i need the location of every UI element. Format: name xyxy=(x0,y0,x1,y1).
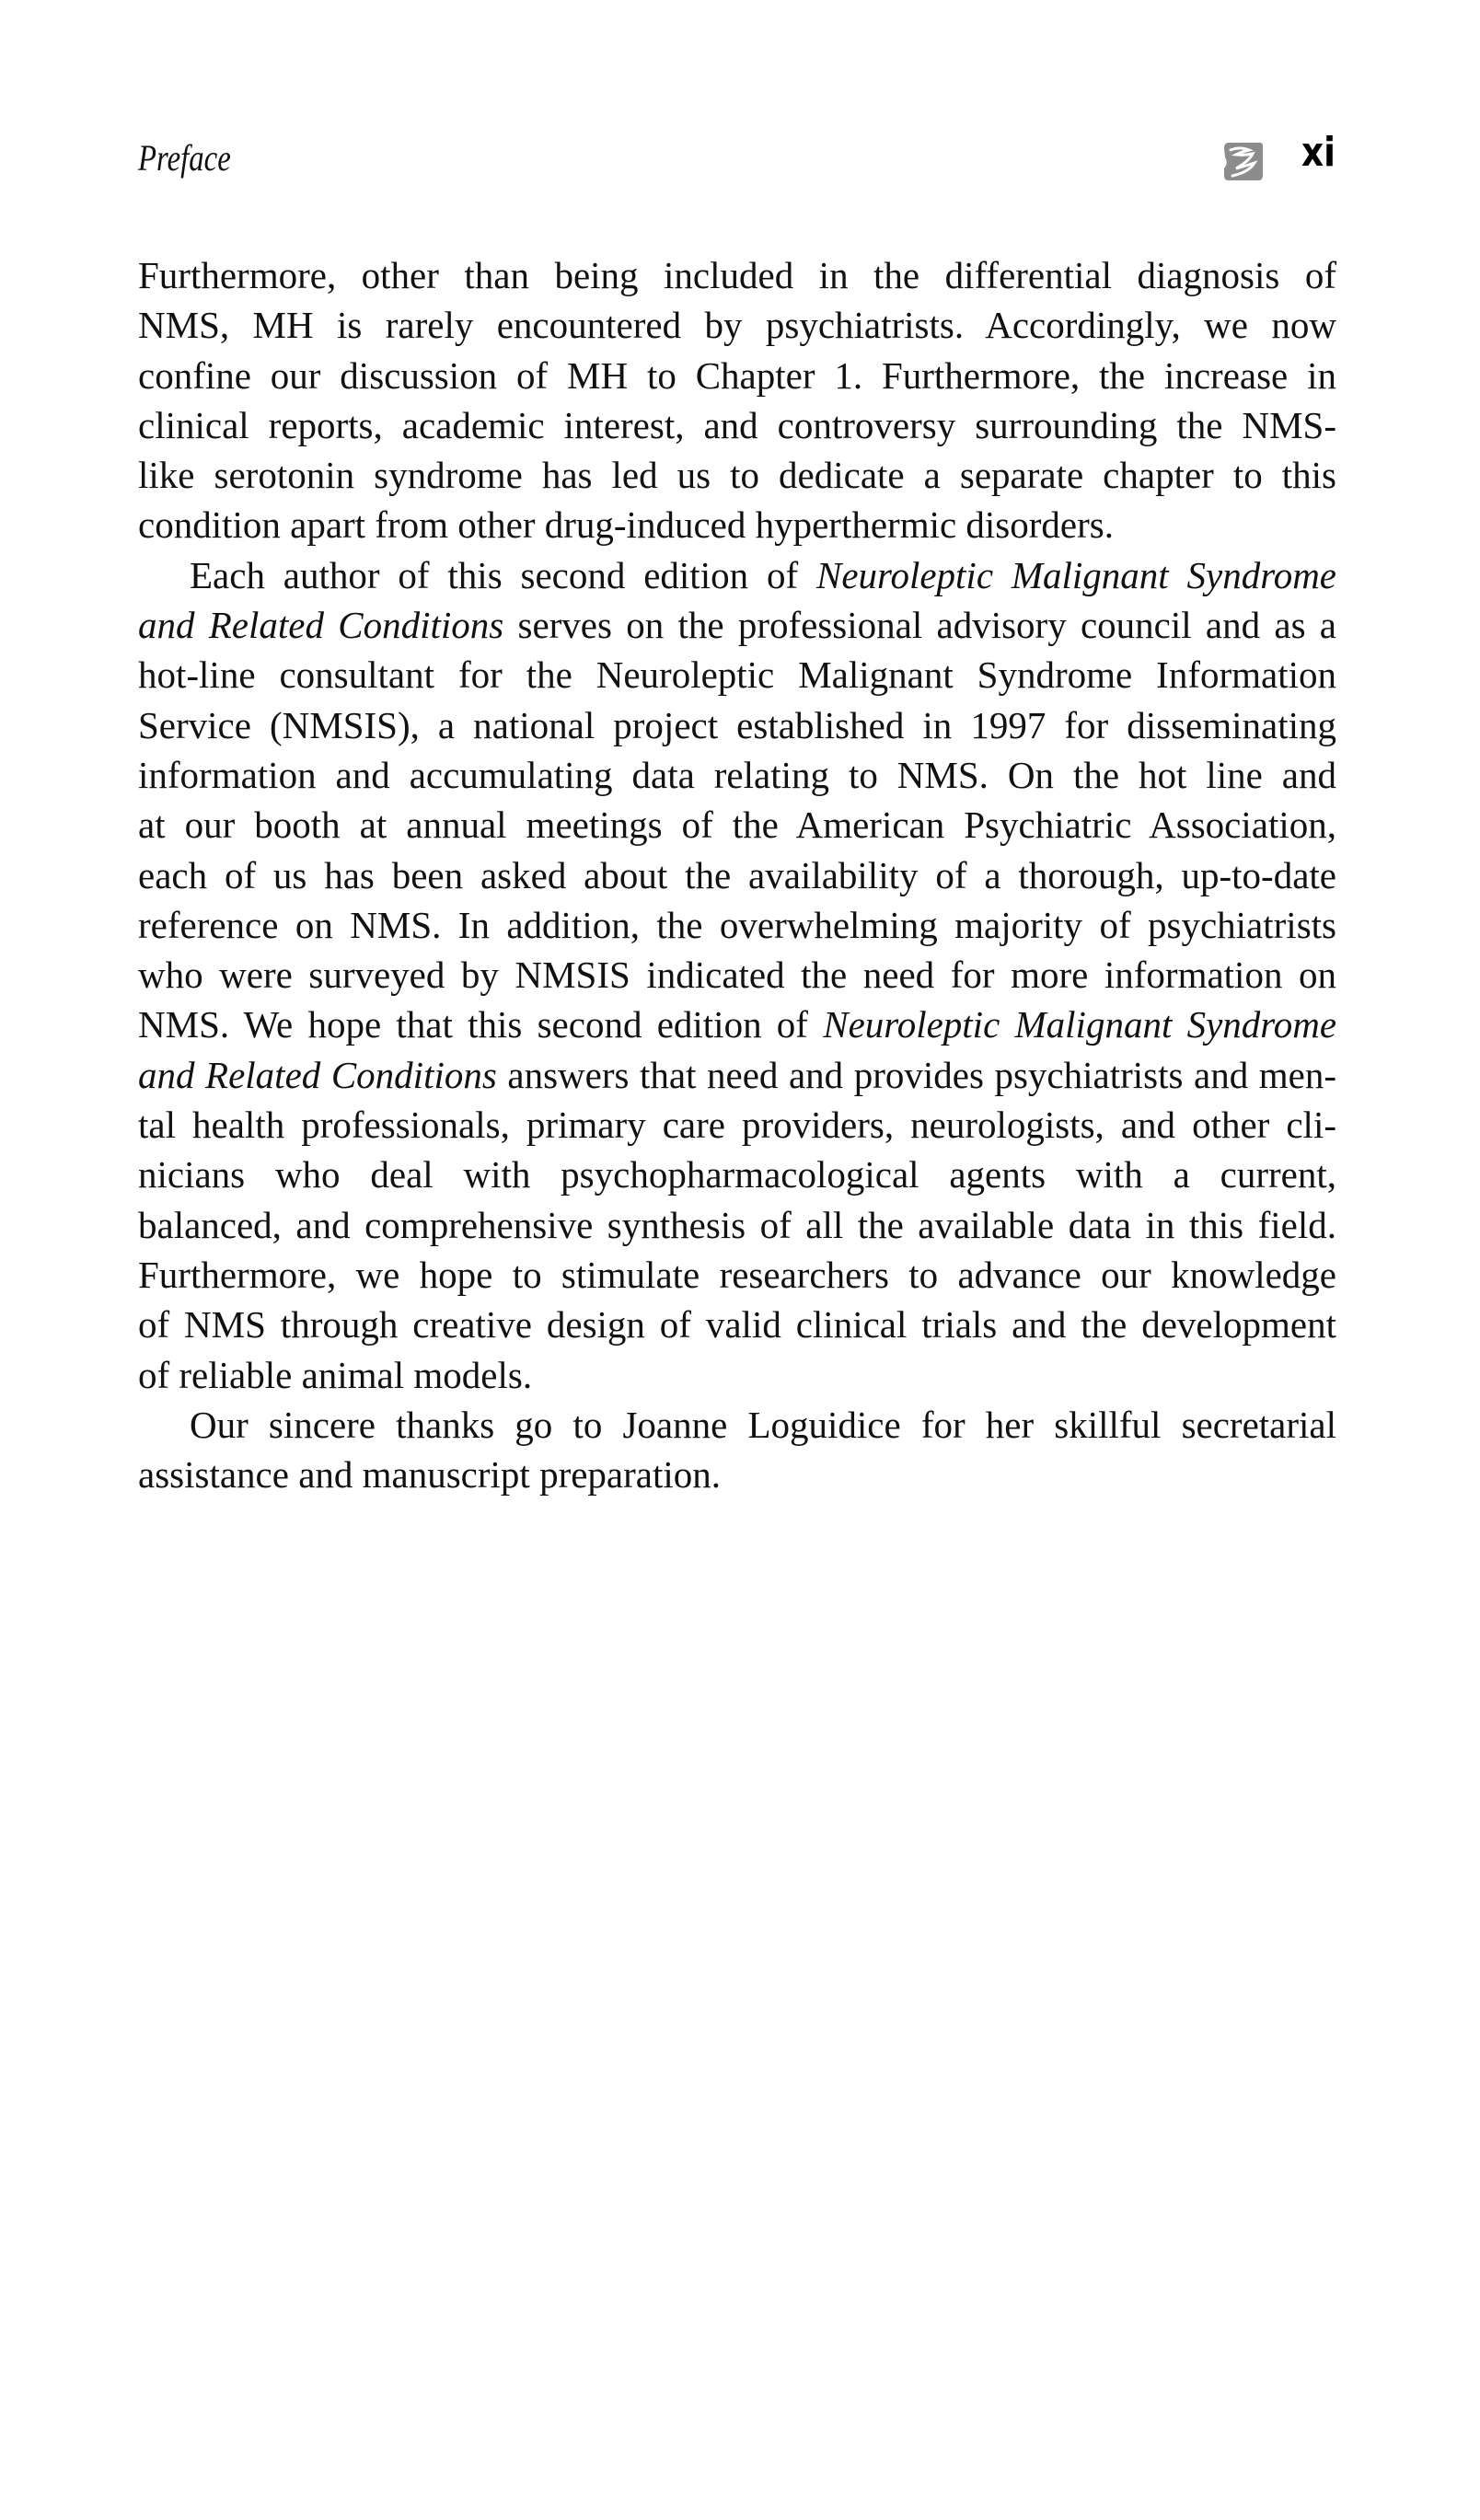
page-number: xi xyxy=(1301,129,1335,176)
publisher-logo-icon xyxy=(1221,141,1264,181)
text-line: each of us has been asked about the availability of a thorough, up-to-date xyxy=(138,853,1336,896)
text-line: tal health professionals, primary care providers, neurologists, and other cli- xyxy=(138,1104,1336,1147)
text-line: and Related Conditions answers that need and provides psychiatrists and men- xyxy=(138,1053,1336,1096)
text-line: at our booth at annual meetings of the American Psychiatric Association, xyxy=(138,803,1336,847)
text-line: of NMS through creative design of valid clinical trials and the development xyxy=(138,1303,1336,1347)
text-line: condition apart from other drug-induced hyperthermic disorders. xyxy=(138,503,1114,547)
text-line: information and accumulating data relating to NMS. On the hot line and xyxy=(138,753,1336,796)
text-line: NMS, MH is rarely encountered by psychiatrists. Accordingly, we now xyxy=(138,304,1336,347)
book-title: Neuroleptic Malignant Syndrome xyxy=(823,1003,1337,1046)
text-line: and Related Conditions serves on the professional advisory council and as a xyxy=(138,604,1336,647)
text-line: like serotonin syndrome has led us to dedicate a separate chapter to this xyxy=(138,454,1336,497)
text-line: who were surveyed by NMSIS indicated the need for more information on xyxy=(138,954,1336,997)
text-line: Furthermore, other than being included in the differential diagnosis of xyxy=(138,254,1336,296)
text-line: Our sincere thanks go to Joanne Loguidice for her skillful secretarial xyxy=(190,1403,1336,1446)
text-line: NMS. We hope that this second edition of Neuroleptic Malignant Syndrome xyxy=(138,1003,1337,1046)
text-line: Service (NMSIS), a national project established in 1997 for disseminating xyxy=(138,703,1336,746)
text-line: assistance and manuscript preparation. xyxy=(138,1453,721,1497)
book-title: Neuroleptic Malignant Syndrome xyxy=(815,553,1336,596)
text-line: confine our discussion of MH to Chapter 1. Furthermore, the increase in xyxy=(138,353,1336,397)
paragraph xyxy=(138,1400,1336,1500)
text-line: reference on NMS. In addition, the overwhelming majority of psychiatrists xyxy=(138,903,1336,946)
text-line: clinical reports, academic interest, and controversy surrounding the NMS- xyxy=(138,403,1336,446)
text-line: Furthermore, we hope to stimulate researchers to advance our knowledge xyxy=(138,1253,1336,1296)
text-line: Each author of this second edition of Neuroleptic Malignant Syndrome xyxy=(190,553,1336,596)
running-head: Preface xyxy=(138,137,231,179)
text-line: nicians who deal with psychopharmacological agents with a current, xyxy=(138,1153,1336,1196)
book-title: and Related Conditions xyxy=(138,1053,497,1096)
text-line: of reliable animal models. xyxy=(138,1353,533,1396)
paragraph xyxy=(138,250,1336,550)
text-line: balanced, and comprehensive synthesis of all the available data in this field. xyxy=(138,1203,1336,1246)
paragraph xyxy=(138,550,1336,1400)
book-title: and Related Conditions xyxy=(138,604,504,647)
text-line: hot-line consultant for the Neuroleptic Malignant Syndrome Information xyxy=(138,653,1336,697)
body-text xyxy=(138,250,1336,1499)
